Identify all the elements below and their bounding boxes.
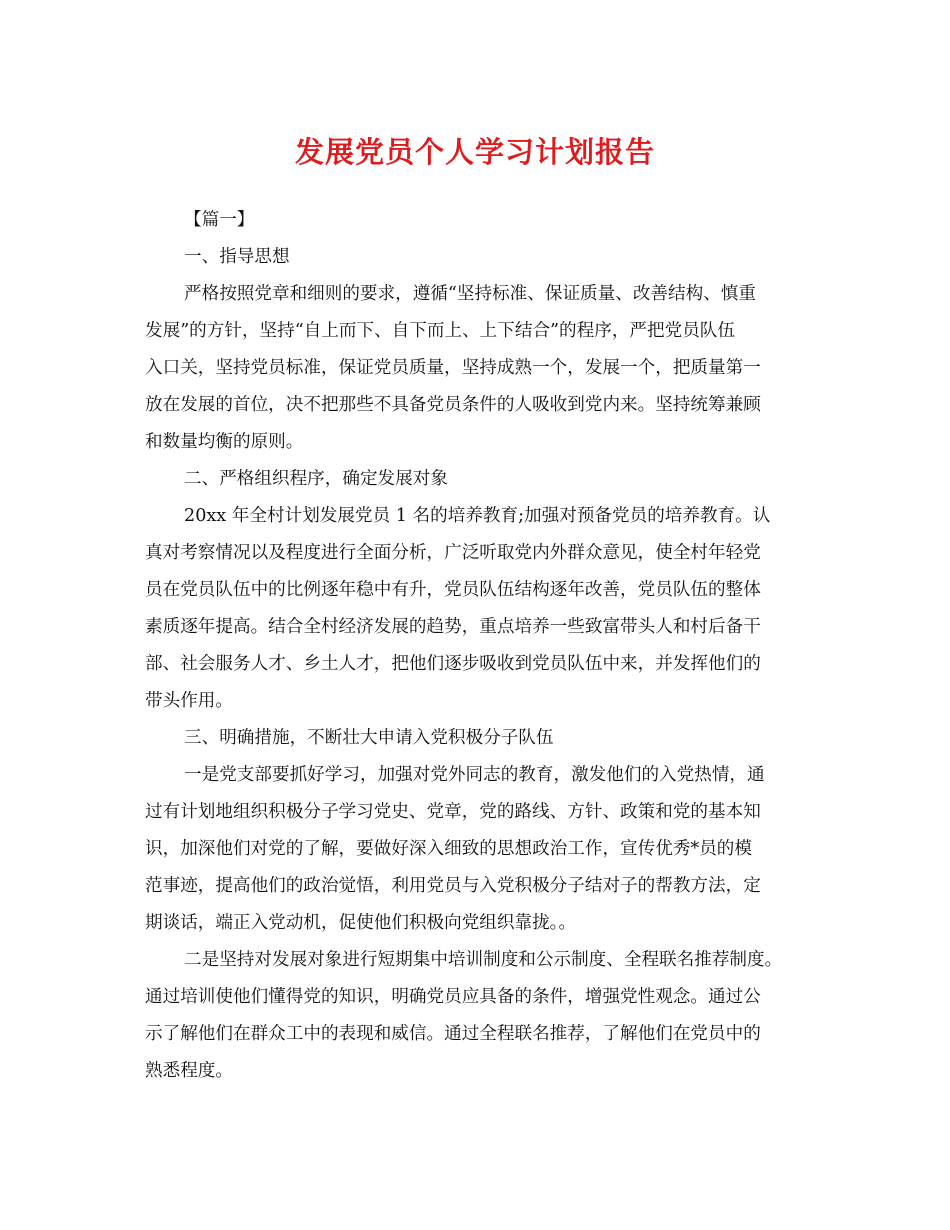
text-line: 范事迹，提高他们的政治觉悟，利用党员与入党积极分子结对子的帮教方法，定 <box>145 876 761 896</box>
text-line: 过有计划地组织积极分子学习党史、党章，党的路线、方针、政策和党的基本知 <box>145 802 761 822</box>
text-line: 识，加深他们对党的了解，要做好深入细致的思想政治工作，宣传优秀*员的模 <box>145 839 752 859</box>
text-line: 一是党支部要抓好学习，加强对党外同志的教育，激发他们的入党热情，通 <box>184 765 765 785</box>
text-line: 带头作用。 <box>145 691 233 711</box>
text-line: 素质逐年提高。结合全村经济发展的趋势，重点培养一些致富带头人和村后备干 <box>145 617 761 637</box>
text-line: 20xx 年全村计划发展党员 1 名的培养教育;加强对预备党员的培养教育。认 <box>184 506 771 526</box>
text-line: 发展”的方针，坚持“自上而下、自下而上、上下结合”的程序，严把党员队伍 <box>145 321 735 341</box>
text-line: 放在发展的首位，决不把那些不具备党员条件的人吸收到党内来。坚持统筹兼顾 <box>145 395 761 415</box>
text-line: 真对考察情况以及程度进行全面分析，广泛听取党内外群众意见，使全村年轻党 <box>145 543 761 563</box>
text-line: 熟悉程度。 <box>145 1061 233 1081</box>
document-title: 发展党员个人学习计划报告 <box>294 135 655 169</box>
text-line: 入口关，坚持党员标准，保证党员质量，坚持成熟一个，发展一个，把质量第一 <box>145 358 761 378</box>
text-line: 二是坚持对发展对象进行短期集中培训制度和公示制度、全程联名推荐制度。 <box>184 950 783 970</box>
text-line: 二、严格组织程序，确定发展对象 <box>184 469 448 489</box>
text-line: 期谈话，端正入党动机，促使他们积极向党组织靠拢。。 <box>145 913 577 933</box>
text-line: 部、社会服务人才、乡土人才，把他们逐步吸收到党员队伍中来，并发挥他们的 <box>145 654 761 674</box>
document-body <box>145 202 810 1090</box>
text-line: 【篇一】 <box>184 210 255 230</box>
text-line: 三、明确措施，不断壮大申请入党积极分子队伍 <box>184 728 554 748</box>
text-line: 通过培训使他们懂得党的知识，明确党员应具备的条件，增强党性观念。通过公 <box>145 987 761 1007</box>
text-line: 示了解他们在群众工中的表现和威信。通过全程联名推荐，了解他们在党员中的 <box>145 1024 761 1044</box>
text-line: 严格按照党章和细则的要求，遵循“坚持标准、保证质量、改善结构、慎重 <box>184 284 756 304</box>
text-line: 员在党员队伍中的比例逐年稳中有升，党员队伍结构逐年改善，党员队伍的整体 <box>145 580 761 600</box>
text-line: 一、指导思想 <box>184 247 290 267</box>
text-line: 和数量均衡的原则。 <box>145 432 304 452</box>
